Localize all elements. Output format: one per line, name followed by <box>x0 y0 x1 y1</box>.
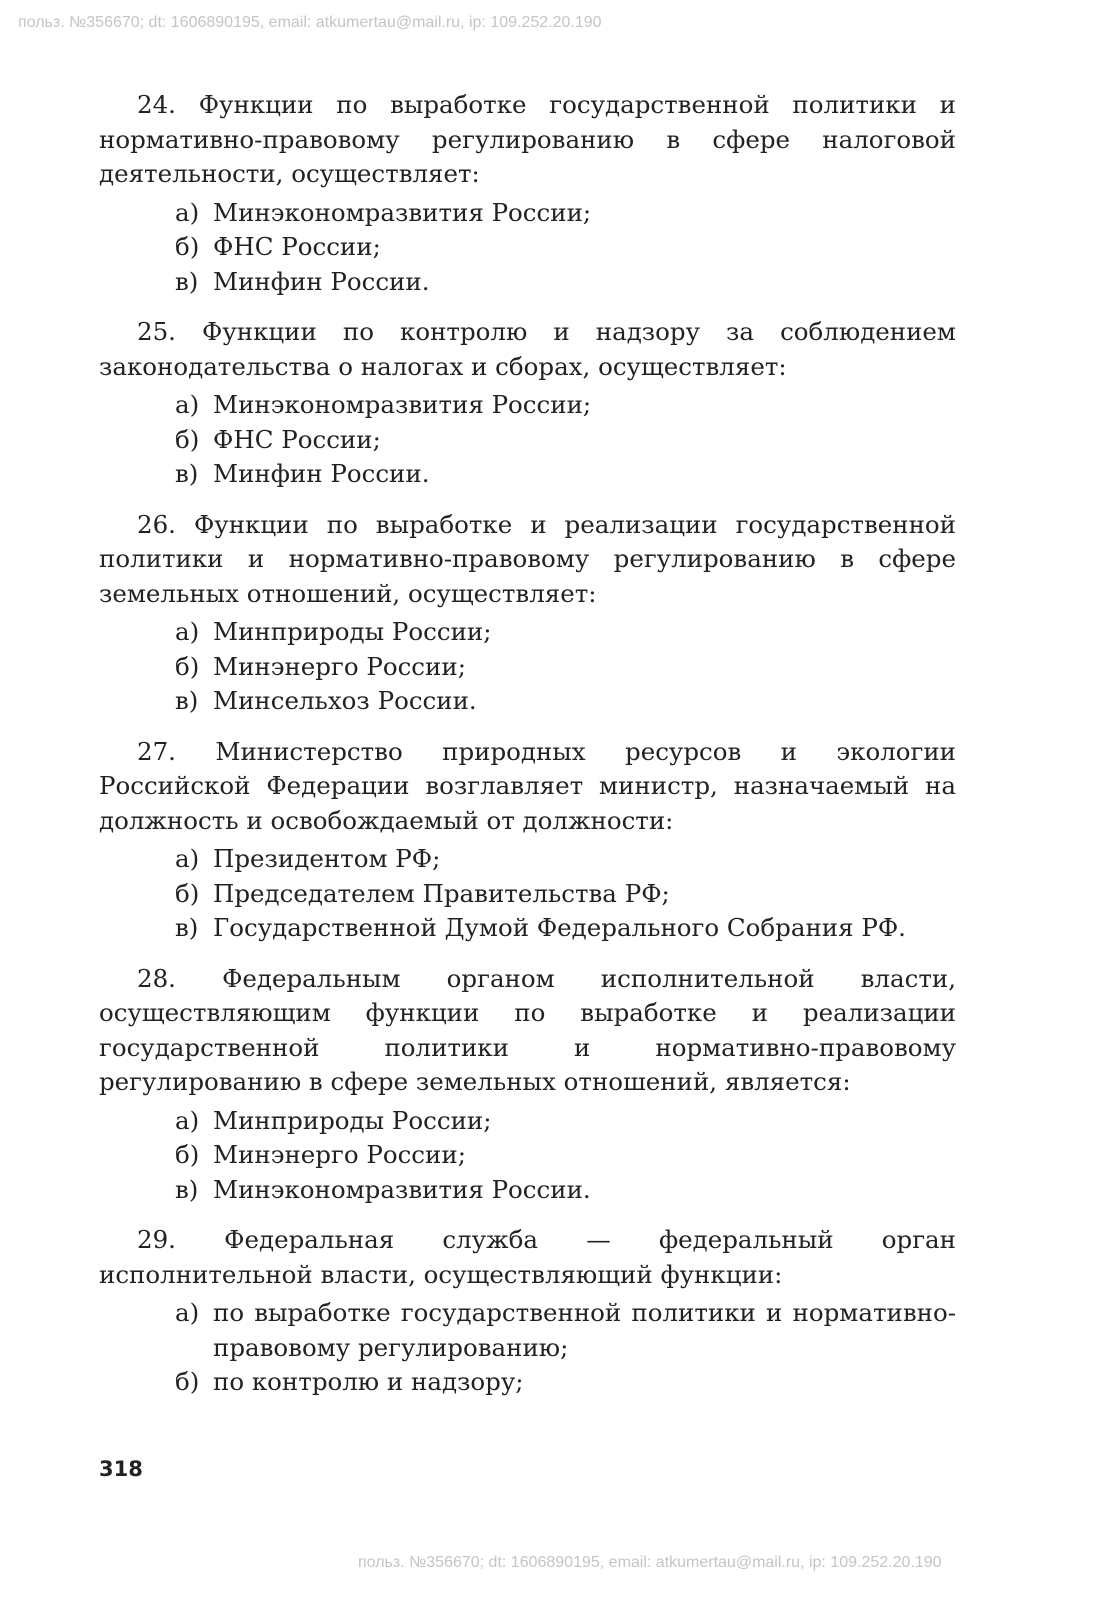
question-text: 25. Функции по контролю и надзору за соблюдением законодательства о налогах и сборах, осуществляет: <box>99 317 956 381</box>
question-28 <box>99 962 956 1208</box>
answer-options <box>99 1296 956 1400</box>
option-letter: а) <box>175 1105 200 1135</box>
option-text: Минсельхоз России. <box>213 686 477 715</box>
option-text: по выработке государственной политики и нормативно-правовому регулированию; <box>213 1298 956 1362</box>
option-letter: б) <box>175 424 200 454</box>
question-24 <box>99 88 956 299</box>
answer-option <box>175 877 956 912</box>
option-letter: в) <box>175 266 199 296</box>
option-text: Минэкономразвития России. <box>213 1174 591 1204</box>
watermark-bottom: польз. №356670; dt: 1606890195, email: atkumertau@mail.ru, ip: 109.252.20.190 <box>358 1554 942 1571</box>
option-letter: а) <box>175 617 200 646</box>
option-letter: а) <box>175 197 200 227</box>
option-letter: в) <box>175 913 199 942</box>
question-26 <box>99 508 956 719</box>
option-letter: б) <box>175 1367 200 1396</box>
answer-options <box>99 1104 956 1208</box>
question-27 <box>99 735 956 946</box>
option-text: по контролю и надзору; <box>213 1367 524 1396</box>
option-text: ФНС России; <box>213 232 381 261</box>
question-text: 27. Министерство природных ресурсов и экологии Российской Федерации возглавляет министр, назначаемый на должность и освобождаемый от должности: <box>99 736 956 835</box>
option-letter: б) <box>175 878 200 908</box>
answer-options <box>99 388 956 492</box>
answer-option <box>175 1365 956 1400</box>
option-letter: а) <box>175 844 200 873</box>
option-text: Минфин России. <box>213 266 430 296</box>
option-text: Минэкономразвития России; <box>213 390 592 419</box>
answer-option <box>175 684 956 719</box>
answer-option <box>175 1296 956 1365</box>
option-letter: в) <box>175 1174 199 1204</box>
answer-option <box>175 196 956 231</box>
option-letter: б) <box>175 651 200 681</box>
page-number: 318 <box>99 1457 143 1481</box>
option-text: ФНС России; <box>213 424 381 454</box>
option-letter: б) <box>175 232 200 261</box>
option-text: Президентом РФ; <box>213 844 441 873</box>
option-text: Минэнерго России; <box>213 1140 466 1169</box>
option-text: Минэнерго России; <box>213 651 466 681</box>
answer-option <box>175 842 956 877</box>
question-25 <box>99 315 956 492</box>
option-text: Минприроды России; <box>213 1105 492 1135</box>
answer-option <box>175 1173 956 1208</box>
answer-option <box>175 650 956 685</box>
answer-option <box>175 911 956 946</box>
question-text: 29. Федеральная служба — федеральный орган исполнительной власти, осуществляющий функции: <box>99 1225 956 1289</box>
answer-option <box>175 457 956 492</box>
option-text: Государственной Думой Федерального Собрания РФ. <box>213 913 906 942</box>
option-letter: б) <box>175 1140 200 1169</box>
answer-option <box>175 388 956 423</box>
answer-options <box>99 196 956 300</box>
question-text: 24. Функции по выработке государственной политики и нормативно-правовому регулированию в сфере налоговой деятельности, осуществляет: <box>99 90 956 188</box>
answer-option <box>175 615 956 650</box>
option-letter: а) <box>175 390 200 419</box>
question-text: 28. Федеральным органом исполнительной власти, осуществляющим функции по выработке и реализации государственной политики и нормативно-правовому регулированию в сфере земельных отношений, является: <box>99 963 956 1096</box>
watermark-top: польз. №356670; dt: 1606890195, email: atkumertau@mail.ru, ip: 109.252.20.190 <box>18 14 602 31</box>
answer-option <box>175 1138 956 1173</box>
answer-option <box>175 1104 956 1139</box>
option-letter: а) <box>175 1298 200 1327</box>
answer-options <box>99 615 956 719</box>
answer-options <box>99 842 956 946</box>
question-text: 26. Функции по выработке и реализации государственной политики и нормативно-правовому регулированию в сфере земельных отношений, осуществляет: <box>99 509 956 608</box>
answer-option <box>175 230 956 265</box>
option-text: Председателем Правительства РФ; <box>213 878 670 908</box>
answer-option <box>175 423 956 458</box>
option-text: Минэкономразвития России; <box>213 197 592 227</box>
option-text: Минфин России. <box>213 459 430 488</box>
option-letter: в) <box>175 459 199 488</box>
answer-option <box>175 265 956 300</box>
option-letter: в) <box>175 686 199 715</box>
option-text: Минприроды России; <box>213 617 492 646</box>
question-29 <box>99 1223 956 1400</box>
page-content <box>99 88 956 1416</box>
